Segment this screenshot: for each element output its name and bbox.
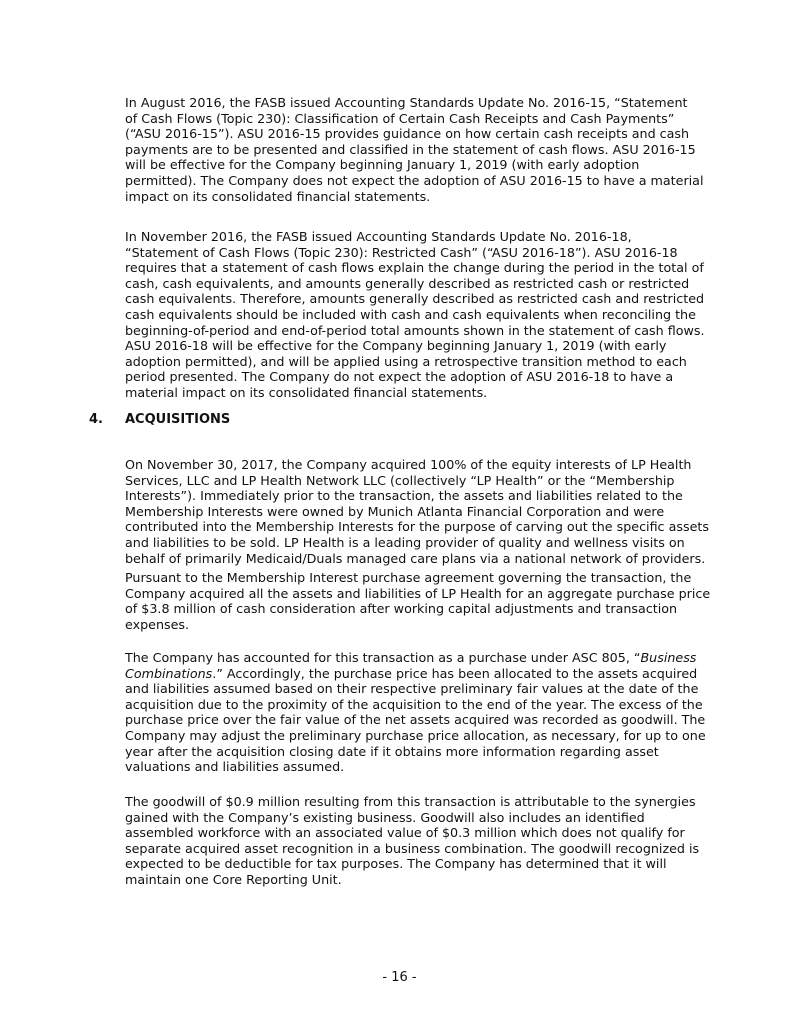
paragraph-acquisition-intro xyxy=(125,457,731,566)
text-segment: The Company has accounted for this transaction as a purchase under ASC 805, “ xyxy=(125,650,641,665)
paragraph-accounting-treatment xyxy=(125,650,731,775)
text-line xyxy=(125,650,731,666)
text-line: purchase price over the fair value of the net assets acquired was recorded as goodwill. The xyxy=(125,712,706,728)
text-line: and liabilities to be sold. LP Health is a leading provider of quality and wellness visits on xyxy=(125,534,685,550)
text-line: Pursuant to the Membership Interest purchase agreement governing the transaction, the xyxy=(125,570,692,585)
text-line: Company may adjust the preliminary purchase price allocation, as necessary, for up to one xyxy=(125,727,706,743)
text-line: cash equivalents should be included with cash and cash equivalents when reconciling the xyxy=(125,306,696,322)
section-number: 4. xyxy=(89,412,103,427)
text-line: Interests”). Immediately prior to the transaction, the assets and liabilities related to the xyxy=(125,488,683,504)
text-line: period presented. The Company do not expect the adoption of ASU 2016-18 to have a xyxy=(125,369,674,385)
italic-term: Combinations xyxy=(125,665,213,681)
text-line: cash equivalents. Therefore, amounts generally described as restricted cash and restricted xyxy=(125,291,705,307)
text-line: impact on its consolidated financial statements. xyxy=(125,188,431,204)
text-line: permitted). The Company does not expect the adoption of ASU 2016-15 to have a material xyxy=(125,172,704,188)
text-line: expenses. xyxy=(125,616,190,632)
text-line: requires that a statement of cash flows explain the change during the period in the total of xyxy=(125,260,704,276)
paragraph-goodwill xyxy=(125,794,731,888)
text-line: behalf of primarily Medicaid/Duals managed care plans via a national network of providers. xyxy=(125,550,706,566)
section-heading: ACQUISITIONS xyxy=(125,412,231,427)
text-line xyxy=(125,666,731,682)
text-line: (“ASU 2016-15”). ASU 2016-15 provides guidance on how certain cash receipts and cash xyxy=(125,126,690,142)
text-line: adoption permitted), and will be applied using a retrospective transition method to each xyxy=(125,353,687,369)
text-line: year after the acquisition closing date if it obtains more information regarding asset xyxy=(125,743,659,759)
text-line: payments are to be presented and classified in the statement of cash flows. ASU 2016-15 xyxy=(125,141,696,157)
text-line: Services, LLC and LP Health Network LLC (collectively “LP Health” or the “Membership xyxy=(125,472,675,488)
italic-term: Business xyxy=(640,650,697,665)
paragraph-asu-2016-15 xyxy=(125,95,731,204)
text-segment: .” Accordingly, the purchase price has been allocated to the assets acquired xyxy=(212,665,698,681)
text-line: valuations and liabilities assumed. xyxy=(125,759,345,775)
text-line: In November 2016, the FASB issued Accounting Standards Update No. 2016-18, xyxy=(125,229,632,244)
text-line: separate acquired asset recognition in a business combination. The goodwill recognized is xyxy=(125,840,700,856)
text-line: On November 30, 2017, the Company acquired 100% of the equity interests of LP Health xyxy=(125,457,692,472)
text-line: beginning-of-period and end-of-period total amounts shown in the statement of cash flows. xyxy=(125,322,705,338)
text-line: The goodwill of $0.9 million resulting from this transaction is attributable to the synergies xyxy=(125,794,696,809)
text-line: Membership Interests were owned by Munich Atlanta Financial Corporation and were xyxy=(125,503,665,519)
page-number: - 16 - xyxy=(382,970,417,985)
paragraph-asu-2016-18 xyxy=(125,229,731,401)
text-line: maintain one Core Reporting Unit. xyxy=(125,871,342,887)
text-line: “Statement of Cash Flows (Topic 230): Restricted Cash” (“ASU 2016-18”). ASU 2016-18 xyxy=(125,244,678,260)
paragraph-purchase-agreement xyxy=(125,570,731,632)
text-line: assembled workforce with an associated value of $0.3 million which does not qualify for xyxy=(125,825,685,841)
text-line: In August 2016, the FASB issued Accounting Standards Update No. 2016-15, “Statement xyxy=(125,95,688,110)
text-line: Company acquired all the assets and liabilities of LP Health for an aggregate purchase price xyxy=(125,585,711,601)
text-line: and liabilities assumed based on their respective preliminary fair values at the date of the xyxy=(125,681,699,697)
text-line: ASU 2016-18 will be effective for the Company beginning January 1, 2019 (with early xyxy=(125,338,667,354)
text-line: of $3.8 million of cash consideration after working capital adjustments and transaction xyxy=(125,601,678,617)
text-line: material impact on its consolidated financial statements. xyxy=(125,384,488,400)
text-line: expected to be deductible for tax purposes. The Company has determined that it will xyxy=(125,856,667,872)
text-line: gained with the Company’s existing business. Goodwill also includes an identified xyxy=(125,809,645,825)
text-line: of Cash Flows (Topic 230): Classification of Certain Cash Receipts and Cash Payments” xyxy=(125,110,675,126)
text-line: will be effective for the Company beginning January 1, 2019 (with early adoption xyxy=(125,157,640,173)
text-line: cash, cash equivalents, and amounts generally described as restricted cash or restricted xyxy=(125,275,690,291)
text-line: contributed into the Membership Interests for the purpose of carving out the specific assets xyxy=(125,519,709,535)
text-line: acquisition due to the proximity of the acquisition to the end of the year. The excess of the xyxy=(125,696,703,712)
